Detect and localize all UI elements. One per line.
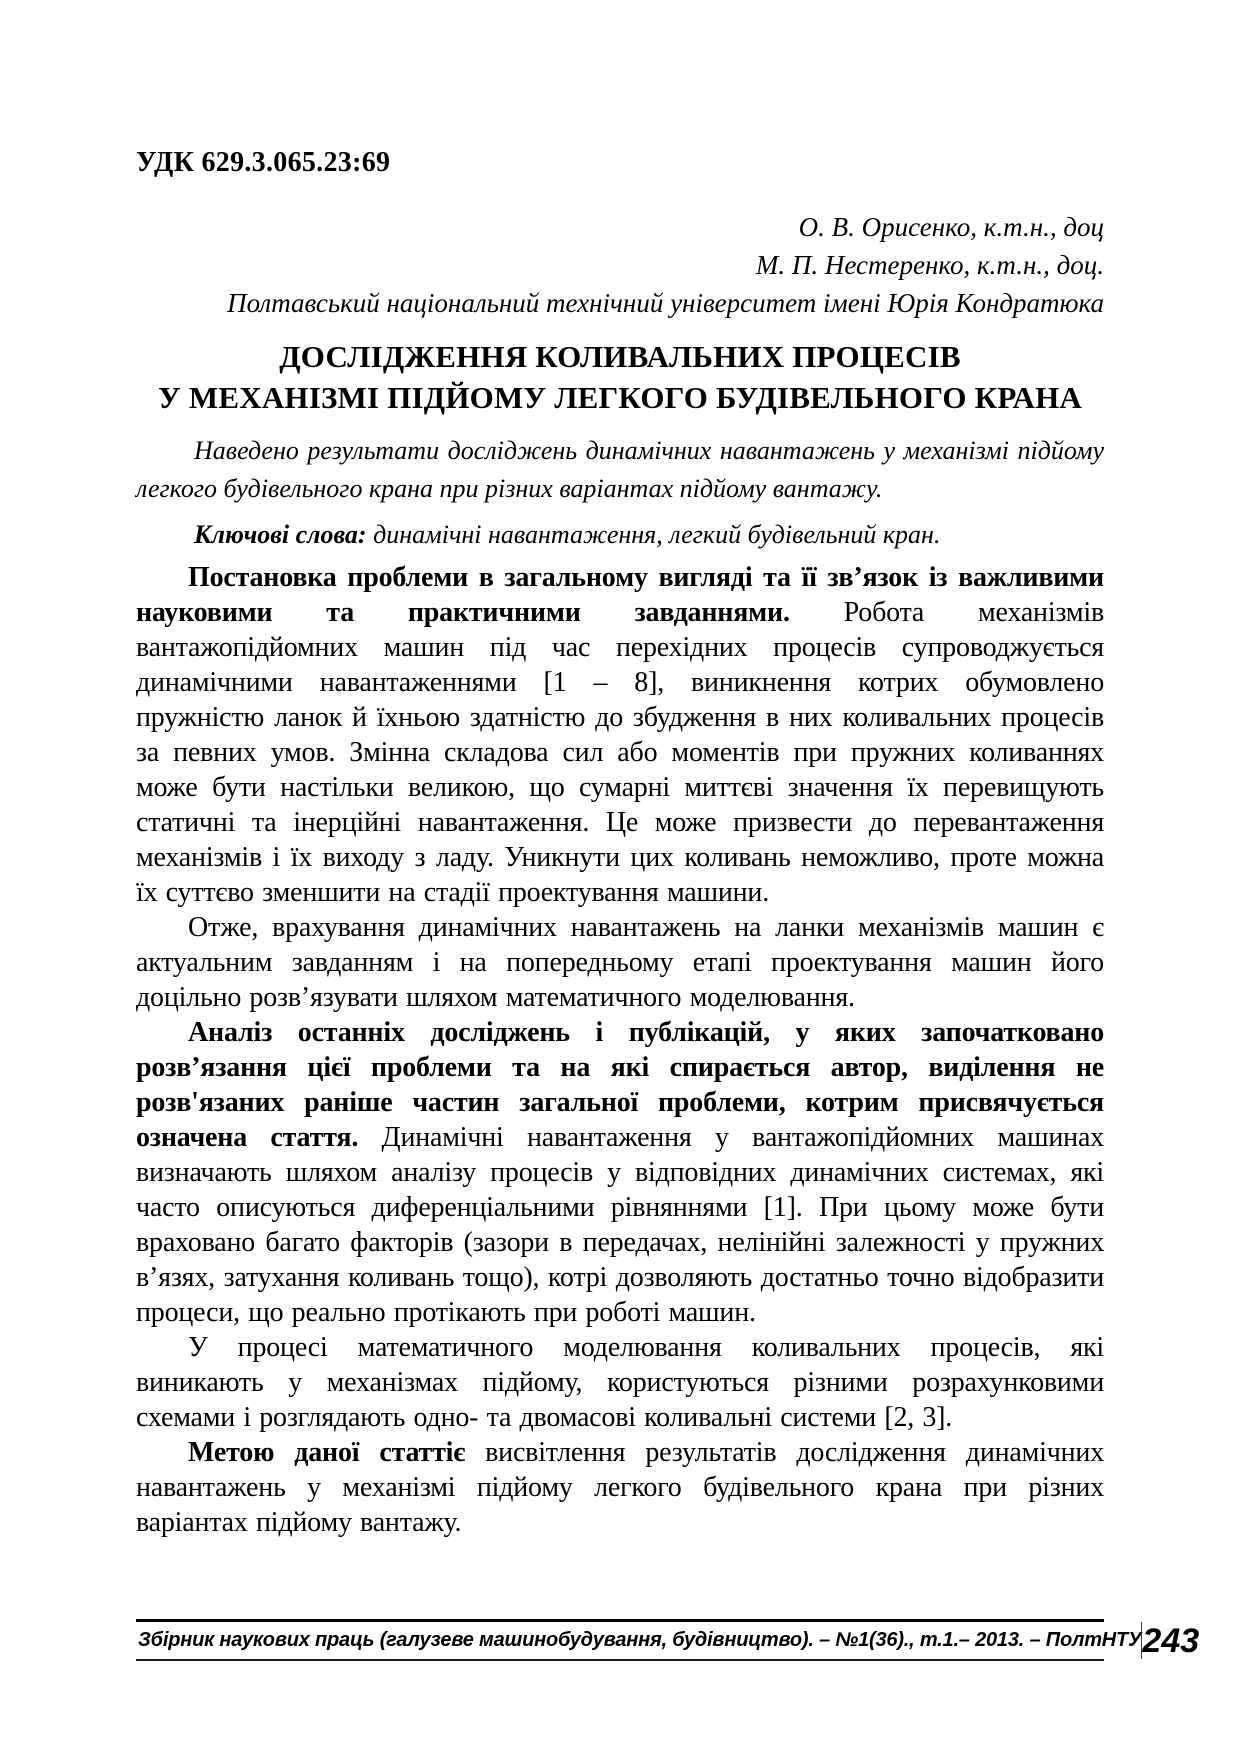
paragraph-5-run-in-heading: Метою даної статтіє — [188, 1437, 466, 1468]
affiliation: Полтавський національний технічний університет імені Юрія Кондратюка — [227, 288, 1104, 318]
article-title-line-1: ДОСЛІДЖЕННЯ КОЛИВАЛЬНИХ ПРОЦЕСІВ — [279, 339, 961, 374]
paragraph-1-text: Робота механізмів вантажопідйомних машин під час перехідних процесів супроводжується динамічними навантаженнями [1 – 8], виникнення котрих обумовлено пружністю ланок й їхньою здатністю до збудження в них коливальних процесів за певних умов. Змінна складова сил або моментів при пружних коливаннях може бути настільки великою, що сумарні миттєві значення їх перевищують статичні та інерційні навантаження. Це може призвести до перевантаження механізмів і їх виходу з ладу. Уникнути цих коливань неможливо, проте можна їх суттєво зменшити на стадії проектування машини. — [136, 597, 1105, 908]
paragraph-3-run-in-heading: Аналіз останніх досліджень і публікацій, у яких започатковано розв’язання цієї проблеми та на які спирається автор, виділення не розв'язаних раніше частин загальної проблеми, котрим присвячується означена стаття. — [136, 1017, 1104, 1153]
authors-block — [136, 208, 1104, 322]
paragraph-4-text: У процесі математичного моделювання коливальних процесів, які виникають у механізмах підйому, користуються різними розрахунковими схемами і розглядають одно- та двомасові коливальні системи [2, 3]. — [136, 1332, 1104, 1433]
paragraph-3-text: Динамічні навантаження у вантажопідйомних машинах визначають шляхом аналізу процесів у відповідних динамічних системах, які часто описуються диференціальними рівняннями [1]. При цьому може бути враховано багато факторів (зазори в передачах, нелінійні залежності у пружних в’язях, затухання коливань тощо), котрі дозволяють достатньо точно відобразити процеси, що реально протікають при роботі машин. — [136, 1122, 1104, 1328]
page-content — [136, 0, 1104, 1540]
article-body — [136, 560, 1104, 1540]
author-line-1: О. В. Орисенко, к.т.н., доц — [798, 212, 1104, 242]
author-line-2: М. П. Нестеренко, к.т.н., доц. — [755, 250, 1104, 280]
paragraph-5-text: висвітлення результатів дослідження динамічних навантажень у механізмі підйому легкого будівельного крана при різних варіантах підйому вантажу. — [136, 1437, 1104, 1538]
body-paragraph-1 — [136, 560, 1104, 910]
keywords-line — [136, 516, 1104, 554]
abstract: Наведено результати досліджень динамічних навантажень у механізмі підйому легкого будівельного крана при різних варіантах підйому вантажу. — [136, 436, 1104, 503]
body-paragraph-4 — [136, 1330, 1104, 1435]
page-number: 243 — [1142, 1621, 1200, 1660]
article-title-line-2: У МЕХАНІЗМІ ПІДЙОМУ ЛЕГКОГО БУДІВЕЛЬНОГО КРАНА — [158, 380, 1082, 415]
body-paragraph-5 — [136, 1435, 1104, 1540]
udc-code: УДК 629.3.065.23:69 — [136, 147, 391, 178]
footer-page-number-cell — [1141, 1622, 1199, 1659]
paragraph-1-run-in-heading: Постановка проблеми в загальному вигляді та її зв’язок із важливими науковими та практичними завданнями. — [136, 562, 1104, 628]
footer-journal-reference: Збірник наукових праць (галузеве машинобудування, будівництво). – №1(36)., т.1.– 2013. – ПолтНТУ — [138, 1629, 1142, 1651]
keywords-text: динамічні навантаження, легкий будівельний кран. — [366, 520, 941, 549]
paragraph-2-text: Отже, врахування динамічних навантажень на ланки механізмів машин є актуальним завданням і на попередньому етапі проектування машин його доцільно розв’язувати шляхом математичного моделювання. — [136, 912, 1104, 1013]
body-paragraph-3 — [136, 1015, 1104, 1330]
article-title — [136, 336, 1104, 418]
keywords-label: Ключові слова: — [194, 520, 367, 549]
body-paragraph-2 — [136, 910, 1104, 1015]
page-footer — [136, 1619, 1200, 1661]
